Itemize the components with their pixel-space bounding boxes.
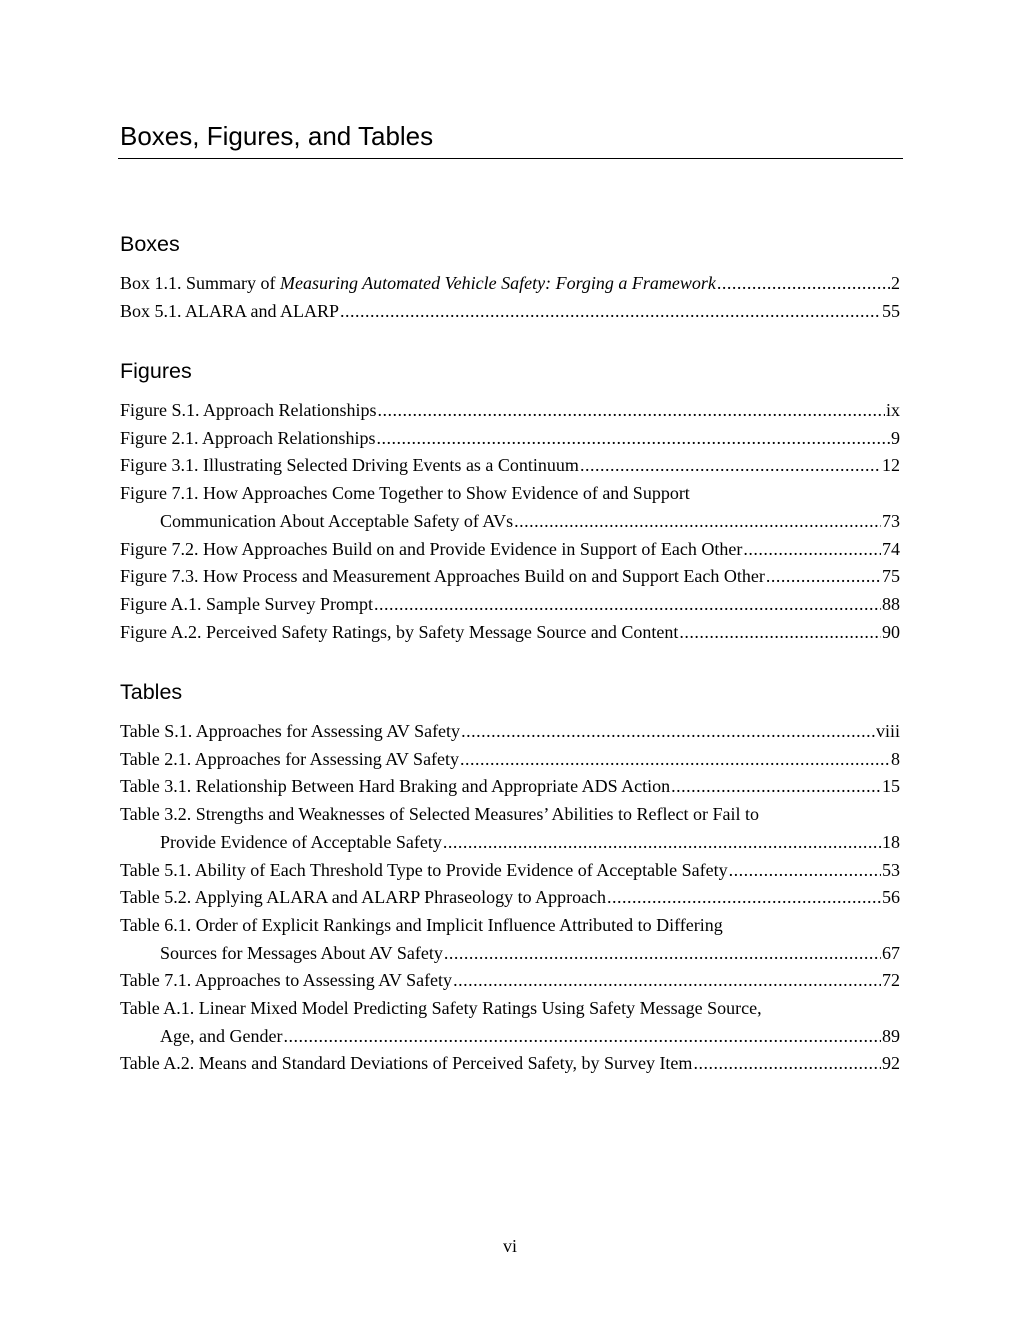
dot-leader <box>374 591 881 619</box>
toc-entry-figure-s-1[interactable] <box>120 397 900 425</box>
toc-entry-figure-3-1[interactable] <box>120 452 900 480</box>
toc-entry-text: Table 3.1. Relationship Between Hard Braking and Appropriate ADS Action <box>120 776 671 797</box>
section-heading-tables: Tables <box>120 680 183 704</box>
toc-entry-italic-title: Measuring Automated Vehicle Safety: Forging a Framework <box>280 273 716 293</box>
toc-entry-text: Figure 7.3. How Process and Measurement Approaches Build on and Support Each Other <box>120 566 765 587</box>
dot-leader <box>607 884 881 912</box>
dot-leader <box>283 1023 881 1051</box>
dot-leader <box>743 536 881 564</box>
toc-entry-figure-a-2[interactable] <box>120 619 900 647</box>
toc-entry-text: Figure 2.1. Approach Relationships <box>120 427 376 448</box>
dot-leader <box>671 773 881 801</box>
toc-entry-text: Table 5.1. Ability of Each Threshold Type to Provide Evidence of Acceptable Safety <box>120 859 728 880</box>
toc-page-number: 89 <box>882 1025 900 1046</box>
dot-leader <box>766 563 881 591</box>
dot-leader <box>376 425 890 453</box>
toc-entry-figure-7-1[interactable] <box>120 480 900 535</box>
dot-leader <box>377 397 885 425</box>
dot-leader <box>717 270 890 298</box>
toc-entry-table-6-1[interactable] <box>120 912 900 967</box>
boxes-list <box>120 270 900 325</box>
toc-entry-table-7-1[interactable] <box>120 967 900 995</box>
toc-entry-table-s-1[interactable] <box>120 718 900 746</box>
toc-entry-figure-7-3[interactable] <box>120 563 900 591</box>
toc-entry-text <box>120 270 716 298</box>
toc-entry-text: Table 2.1. Approaches for Assessing AV Safety <box>120 748 460 769</box>
toc-page-number: 73 <box>882 510 900 531</box>
toc-entry-text: Table 7.1. Approaches to Assessing AV Safety <box>120 970 453 991</box>
dot-leader <box>453 967 881 995</box>
toc-page-number: 9 <box>891 427 900 448</box>
section-heading-figures: Figures <box>120 359 192 383</box>
toc-entry-text: Figure 7.2. How Approaches Build on and Provide Evidence in Support of Each Other <box>120 538 743 559</box>
dot-leader <box>679 619 881 647</box>
toc-entry-figure-a-1[interactable] <box>120 591 900 619</box>
dot-leader <box>461 718 875 746</box>
toc-page-number: viii <box>875 721 900 741</box>
toc-page-number: 12 <box>882 455 900 476</box>
dot-leader <box>460 746 890 774</box>
toc-page-number: 74 <box>882 538 900 559</box>
toc-page-number: 67 <box>882 942 900 963</box>
toc-page-number: 18 <box>882 831 900 852</box>
toc-entry-figure-2-1[interactable] <box>120 425 900 453</box>
dot-leader <box>693 1050 881 1078</box>
toc-entry-text-line2: Communication About Acceptable Safety of AVs <box>160 510 514 531</box>
toc-entry-table-5-1[interactable] <box>120 857 900 885</box>
toc-entry-text-line1: Table 6.1. Order of Explicit Rankings and Implicit Influence Attributed to Differing <box>120 914 723 935</box>
dot-leader <box>443 829 881 857</box>
toc-page-number: 92 <box>882 1053 900 1074</box>
toc-entry-table-5-2[interactable] <box>120 884 900 912</box>
toc-entry-text: Figure S.1. Approach Relationships <box>120 400 377 420</box>
toc-entry-text-line1: Table A.1. Linear Mixed Model Predicting Safety Ratings Using Safety Message Source, <box>120 998 762 1019</box>
toc-page-number: 75 <box>882 566 900 587</box>
toc-entry-table-a-1[interactable] <box>120 995 900 1050</box>
toc-entry-box-1-1[interactable] <box>120 270 900 298</box>
dot-leader <box>729 857 881 885</box>
toc-page-number: 72 <box>882 970 900 991</box>
tables-list <box>120 718 900 1078</box>
toc-entry-text-line2: Provide Evidence of Acceptable Safety <box>160 831 442 852</box>
toc-page-number: 55 <box>882 300 900 321</box>
figures-list <box>120 397 900 646</box>
toc-page-number: 8 <box>891 748 900 769</box>
toc-page-number: 90 <box>882 621 900 642</box>
section-heading-boxes: Boxes <box>120 232 180 256</box>
toc-entry-text: Box 5.1. ALARA and ALARP <box>120 300 340 321</box>
toc-entry-table-3-2[interactable] <box>120 801 900 856</box>
toc-entry-prefix: Box 1.1. Summary of <box>120 273 280 293</box>
title-rule <box>118 158 903 159</box>
toc-entry-text: Table S.1. Approaches for Assessing AV Safety <box>120 721 461 741</box>
toc-page-number: 2 <box>891 273 900 293</box>
toc-entry-text: Table 5.2. Applying ALARA and ALARP Phraseology to Approach <box>120 887 607 908</box>
dot-leader <box>444 940 881 968</box>
toc-entry-table-a-2[interactable] <box>120 1050 900 1078</box>
toc-page-number: 53 <box>882 859 900 880</box>
dot-leader <box>514 508 881 536</box>
page-number: vi <box>502 1236 517 1256</box>
toc-entry-text-line2: Sources for Messages About AV Safety <box>160 942 443 963</box>
toc-entry-table-2-1[interactable] <box>120 746 900 774</box>
dot-leader <box>580 452 881 480</box>
dot-leader <box>340 298 881 326</box>
toc-entry-text-line2: Age, and Gender <box>160 1025 283 1046</box>
toc-page-number: 15 <box>882 776 900 797</box>
toc-entry-text-line1: Figure 7.1. How Approaches Come Together to Show Evidence of and Support <box>120 483 690 504</box>
toc-entry-text: Table A.2. Means and Standard Deviations of Perceived Safety, by Survey Item <box>120 1053 693 1074</box>
toc-page-number: 88 <box>882 593 900 614</box>
toc-page-number: ix <box>885 400 900 420</box>
page-title: Boxes, Figures, and Tables <box>120 121 434 151</box>
toc-entry-box-5-1[interactable] <box>120 298 900 326</box>
toc-entry-text: Figure A.1. Sample Survey Prompt <box>120 593 373 614</box>
toc-entry-table-3-1[interactable] <box>120 773 900 801</box>
toc-entry-text: Figure A.2. Perceived Safety Ratings, by Safety Message Source and Content <box>120 621 679 642</box>
toc-page-number: 56 <box>882 887 900 908</box>
toc-entry-text-line1: Table 3.2. Strengths and Weaknesses of Selected Measures’ Abilities to Reflect or Fail to <box>120 804 759 825</box>
toc-entry-text: Figure 3.1. Illustrating Selected Driving Events as a Continuum <box>120 455 579 476</box>
toc-entry-figure-7-2[interactable] <box>120 536 900 564</box>
